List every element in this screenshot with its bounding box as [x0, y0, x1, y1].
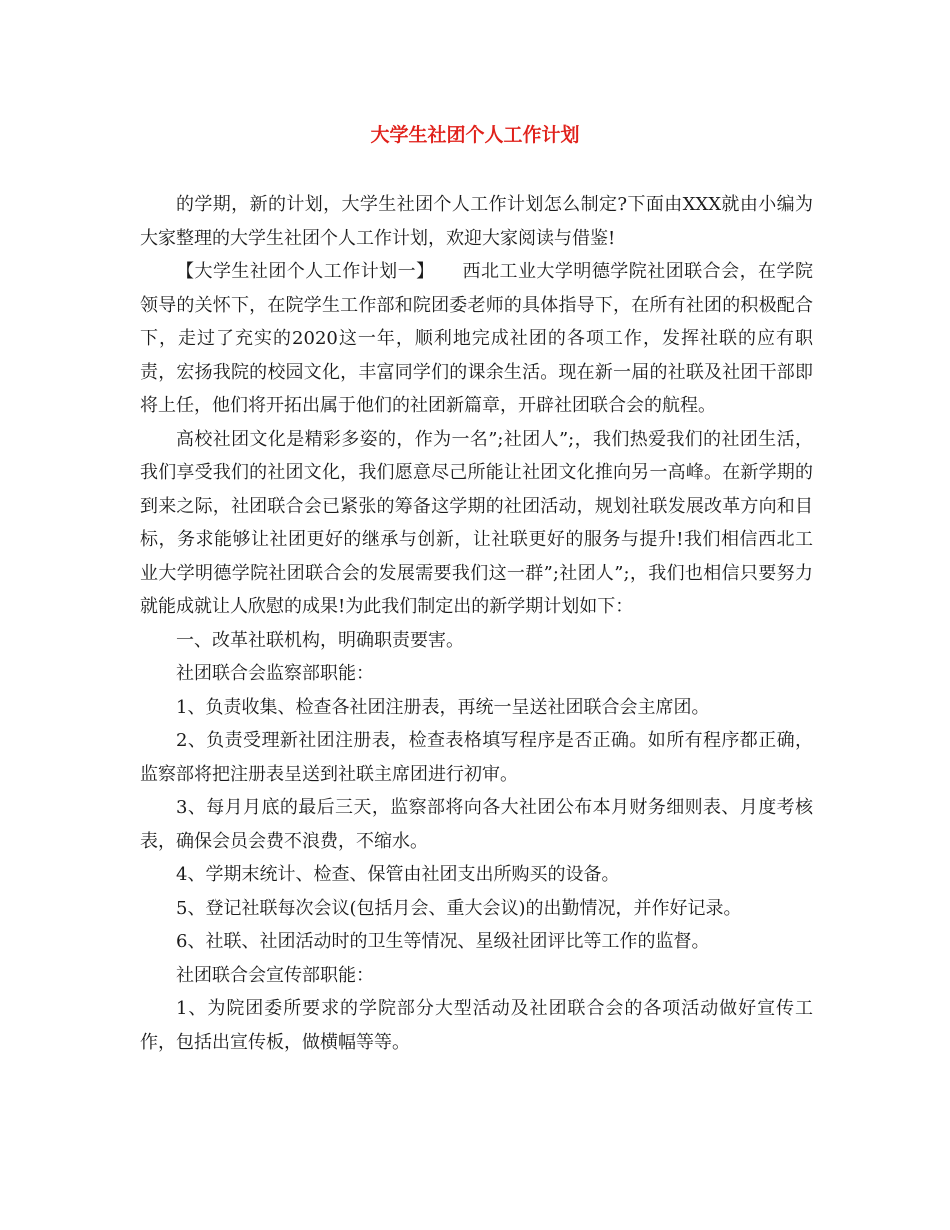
- paragraph-supervision-heading: 社团联合会监察部职能：: [176, 663, 374, 684]
- paragraph-item: 1、负责收集、检查各社团注册表，再统一呈送社团联合会主席团。: [176, 696, 710, 718]
- paragraph-item: 5、登记社联每次会议(包括月会、重大会议)的出勤情况，并作好记录。: [176, 897, 742, 919]
- document-title: 大学生社团个人工作计划: [370, 124, 580, 146]
- paragraph-item: 1、为院团委所要求的学院部分大型活动及社团联合会的各项活动做好宣传工作，包括出宣传板，做横幅等等。: [140, 998, 813, 1053]
- paragraph-section-heading: 一、改革社联机构，明确职责要害。: [176, 629, 464, 651]
- paragraph-publicity-heading: 社团联合会宣传部职能：: [176, 964, 374, 986]
- paragraph-plan-one: 【大学生社团个人工作计划一】 西北工业大学明德学院社团联合会，在学院领导的关怀下，在院学生工作部和院团委老师的具体指导下，在所有社团的积极配合下，走过了充实的2020这一年，顺利地完成社团的各项工作，发挥社联的应有职责，宏扬我院的校园文化，丰富同学们的课余生活。现在新一届的社联及社团干部即将上任，他们将开拓出属于他们的社团新篇章，开辟社团联合会的航程。: [140, 261, 813, 416]
- paragraph-item: 3、每月月底的最后三天，监察部将向各大社团公布本月财务细则表、月度考核表，确保会员会费不浪费，不缩水。: [140, 797, 813, 852]
- paragraph-intro: 的学期，新的计划，大学生社团个人工作计划怎么制定?下面由XXX就由小编为大家整理的大学生社团个人工作计划，欢迎大家阅读与借鉴!: [140, 194, 813, 249]
- paragraph-culture: 高校社团文化是精彩多姿的，作为一名”;社团人”;，我们热爱我们的社团生活，我们享受我们的社团文化，我们愿意尽己所能让社团文化推向另一高峰。在新学期的到来之际，社团联合会已紧张的筹备这学期的社团活动，规划社联发展改革方向和目标，务求能够让社团更好的继承与创新，让社联更好的服务与提升!我们相信西北工业大学明德学院社团联合会的发展需要我们这一群”;社团人”;，我们也相信只要努力就能成就让人欣慰的成果!为此我们制定出的新学期计划如下：: [140, 428, 813, 617]
- paragraph-item: 4、学期末统计、检查、保管由社团支出所购买的设备。: [176, 864, 620, 885]
- paragraph-item: 2、负责受理新社团注册表，检查表格填写程序是否正确。如所有程序都正确，监察部将把注册表呈送到社联主席团进行初审。: [140, 730, 813, 785]
- paragraph-item: 6、社联、社团活动时的卫生等情况、星级社团评比等工作的监督。: [176, 931, 710, 952]
- document-body: [140, 188, 813, 1059]
